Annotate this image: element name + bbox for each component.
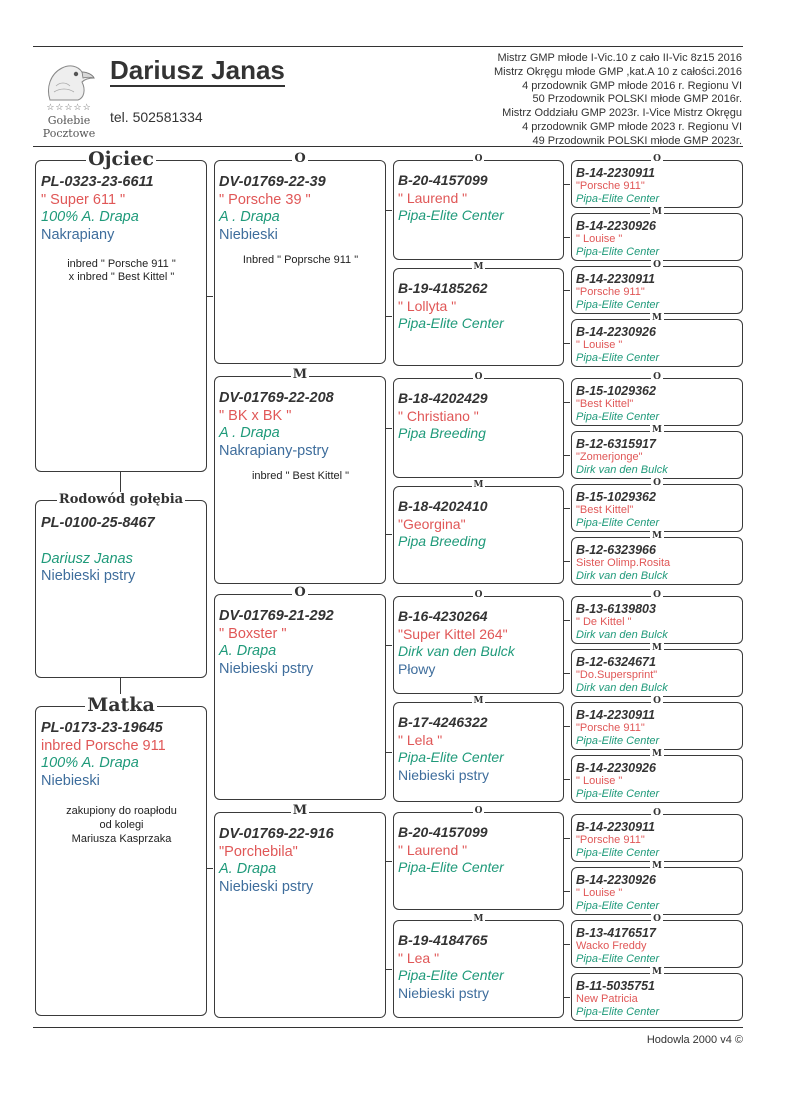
- sire-label: Ojciec: [88, 148, 154, 170]
- connector: [564, 343, 570, 344]
- gen2-ring: DV-01769-22-916: [219, 826, 334, 842]
- gen3-name: " Lollyta ": [398, 297, 457, 314]
- gen4-breeder: Dirk van den Bulck: [576, 629, 668, 641]
- gen3-color: Niebieski pstry: [398, 984, 490, 1001]
- gen4-box: [571, 967, 743, 1021]
- gen4-ring: B-14-2230911: [576, 272, 655, 286]
- connector: [564, 290, 570, 291]
- sex-marker: O: [653, 154, 661, 164]
- gen4-name: " Louise ": [576, 887, 623, 899]
- gen4-breeder: Pipa-Elite Center: [576, 900, 660, 912]
- sex-marker: O: [474, 372, 483, 382]
- sex-marker: O: [653, 914, 661, 924]
- gen4-name: Sister Olimp.Rosita: [576, 557, 671, 569]
- gen4-breeder: Pipa-Elite Center: [576, 352, 660, 364]
- gen2-color: Niebieski: [219, 226, 278, 243]
- gen3-box: [393, 590, 564, 694]
- gen2-breeder: A. Drapa: [219, 643, 277, 659]
- connector: [564, 455, 570, 456]
- sex-marker: O: [653, 478, 661, 488]
- gen4-name: "Porsche 911": [576, 180, 645, 192]
- gen4-name: " Louise ": [576, 775, 623, 787]
- gen2-ring: DV-01769-22-208: [219, 390, 334, 406]
- gen3-box: [393, 154, 564, 260]
- sex-marker: O: [474, 154, 483, 164]
- gen4-box: [571, 531, 743, 585]
- gen3-name: " Laurend ": [398, 189, 468, 206]
- owner-name: Dariusz Janas: [110, 55, 285, 85]
- sex-marker: M: [652, 313, 662, 323]
- connector: [386, 316, 392, 317]
- gen4-ring: B-12-6323966: [576, 543, 656, 557]
- logo-text-line1: Gołebie: [47, 114, 91, 127]
- sex-marker: M: [652, 861, 662, 871]
- gen4-name: "Porsche 911": [576, 722, 645, 734]
- gen4-box: [571, 478, 743, 532]
- gen4-breeder: Pipa-Elite Center: [576, 1006, 660, 1018]
- connector: [564, 726, 570, 727]
- gen4-box: [571, 643, 743, 697]
- connector: [564, 891, 570, 892]
- gen4-ring: B-14-2230911: [576, 708, 655, 722]
- gen3-ring: B-20-4157099: [398, 172, 488, 188]
- sire-name: " Super 611 ": [41, 191, 126, 208]
- connector: [564, 673, 570, 674]
- gen4-box: [571, 154, 743, 208]
- achievement-line: Mistrz GMP młode I-Vic.10 z cało II-Vic 8z15 2016: [497, 52, 742, 64]
- gen2-breeder: A . Drapa: [219, 209, 280, 225]
- gen4-ring: B-12-6315917: [576, 437, 656, 451]
- gen3-ring: B-18-4202429: [398, 390, 488, 406]
- subject-breeder: Dariusz Janas: [41, 550, 133, 567]
- connector: [207, 868, 213, 869]
- gen3-name: " Christiano ": [398, 407, 479, 424]
- gen4-ring: B-13-4176517: [576, 926, 656, 940]
- sex-marker: M: [473, 480, 484, 490]
- dam-label: Matka: [87, 694, 155, 716]
- gen4-name: " De Kittel ": [576, 616, 632, 628]
- gen3-color: Niebieski pstry: [398, 766, 490, 783]
- gen4-box: [571, 260, 743, 314]
- sire-ring: PL-0323-23-6611: [41, 174, 154, 190]
- gen4-name: "Best Kittel": [576, 504, 634, 516]
- gen2-note: inbred " Best Kittel ": [251, 470, 350, 482]
- sex-marker: O: [294, 151, 306, 166]
- sex-marker: M: [473, 262, 484, 272]
- logo-text-line2: Pocztowe: [42, 127, 96, 140]
- subject-ring: PL-0100-25-8467: [41, 515, 155, 531]
- connector: [564, 402, 570, 403]
- gen4-breeder: Pipa-Elite Center: [576, 411, 660, 423]
- sex-marker: M: [652, 425, 662, 435]
- gen3-breeder: Pipa-Elite Center: [398, 967, 504, 983]
- gen3-name: " Lea ": [398, 949, 440, 966]
- gen4-breeder: Pipa-Elite Center: [576, 735, 660, 747]
- gen3-ring: B-16-4230264: [398, 608, 488, 624]
- gen3-breeder: Pipa Breeding: [398, 425, 486, 441]
- dam-box: [35, 694, 207, 1016]
- gen3-box: [393, 696, 564, 802]
- gen4-box: [571, 590, 743, 644]
- gen3-box: [393, 480, 564, 584]
- connector: [564, 838, 570, 839]
- gen4-box: [571, 425, 743, 479]
- gen4-breeder: Dirk van den Bulck: [576, 464, 668, 476]
- connector: [386, 969, 392, 970]
- sex-marker: O: [294, 585, 306, 600]
- gen3-box: [393, 914, 564, 1018]
- gen4-breeder: Pipa-Elite Center: [576, 299, 660, 311]
- sex-marker: O: [653, 696, 661, 706]
- gen2-breeder: A. Drapa: [219, 861, 277, 877]
- achievement-line: Mistrz Okręgu młode GMP ,kat.A 10 z całości.2016: [493, 65, 742, 78]
- gen4-ring: B-15-1029362: [576, 490, 656, 504]
- gen4-name: " Louise ": [576, 233, 623, 245]
- gen3-color: Płowy: [398, 660, 436, 677]
- gen3-box: [393, 262, 564, 366]
- dam-note: od kolegi: [99, 819, 144, 831]
- achievement-line: 4 przodownik GMP młode 2023 r. Regionu VI: [522, 120, 742, 133]
- gen4-box: [571, 861, 743, 915]
- gen3-name: " Laurend ": [398, 841, 468, 858]
- gen2-note: Inbred " Poprsche 911 ": [242, 254, 359, 266]
- connector: [564, 184, 570, 185]
- gen4-ring: B-14-2230926: [576, 761, 656, 775]
- sex-marker: O: [653, 808, 661, 818]
- gen4-breeder: Pipa-Elite Center: [576, 847, 660, 859]
- gen3-breeder: Pipa Breeding: [398, 533, 486, 549]
- gen2-color: Niebieski pstry: [219, 660, 314, 677]
- footer-text: Hodowla 2000 v4 ©: [646, 1034, 743, 1046]
- gen2-color: Nakrapiany-pstry: [219, 442, 329, 459]
- sex-marker: M: [292, 367, 308, 382]
- gen4-name: New Patricia: [576, 993, 638, 1005]
- gen4-name: "Porsche 911": [576, 286, 645, 298]
- achievement-line: 4 przodownik GMP młode 2016 r. Regionu VI: [522, 79, 742, 92]
- achievement-line: 50 Przodownik POLSKI młode GMP 2016r.: [532, 93, 742, 106]
- gen3-breeder: Pipa-Elite Center: [398, 315, 504, 331]
- gen2-name: "Porchebila": [219, 843, 298, 860]
- connector: [207, 296, 213, 297]
- sex-marker: M: [652, 531, 662, 541]
- sire-box: [35, 148, 207, 472]
- connector: [386, 210, 392, 211]
- sex-marker: M: [652, 749, 662, 759]
- gen4-name: "Do.Supersprint": [576, 669, 658, 681]
- gen4-name: "Zomerjonge": [576, 451, 643, 463]
- gen2-ring: DV-01769-21-292: [219, 608, 334, 624]
- header-bottom-rule: [33, 146, 743, 147]
- logo: [36, 58, 102, 142]
- logo-stars: ☆☆☆☆☆: [46, 102, 92, 112]
- sex-marker: O: [474, 590, 483, 600]
- gen4-ring: B-14-2230926: [576, 873, 656, 887]
- gen3-box: [393, 806, 564, 910]
- subject-title: Rodowód gołębia: [58, 492, 184, 507]
- gen2-name: " BK x BK ": [219, 407, 292, 424]
- connector: [564, 997, 570, 998]
- gen4-breeder: Pipa-Elite Center: [576, 517, 660, 529]
- gen2-box: [214, 803, 386, 1018]
- gen4-ring: B-12-6324671: [576, 655, 656, 669]
- connector: [564, 561, 570, 562]
- gen3-ring: B-18-4202410: [398, 498, 488, 514]
- connector: [564, 944, 570, 945]
- dam-breeder: 100% A. Drapa: [41, 755, 139, 771]
- achievement-line: 49 Przodownik POLSKI młode GMP 2023r.: [532, 134, 742, 147]
- gen3-name: " Lela ": [398, 731, 443, 748]
- gen3-ring: B-19-4185262: [398, 280, 488, 296]
- gen3-breeder: Pipa-Elite Center: [398, 207, 504, 223]
- sex-marker: M: [473, 914, 484, 924]
- gen4-ring: B-15-1029362: [576, 384, 656, 398]
- sex-marker: O: [653, 372, 661, 382]
- gen2-name: " Boxster ": [219, 625, 287, 642]
- gen4-breeder: Pipa-Elite Center: [576, 953, 660, 965]
- gen3-name: "Super Kittel 264": [398, 625, 508, 642]
- gen3-breeder: Dirk van den Bulck: [398, 643, 515, 659]
- gen4-box: [571, 696, 743, 750]
- gen4-breeder: Dirk van den Bulck: [576, 682, 668, 694]
- gen2-name: " Porsche 39 ": [219, 191, 311, 208]
- sex-marker: M: [652, 967, 662, 977]
- subject-box: [35, 492, 207, 678]
- gen3-ring: B-19-4184765: [398, 932, 488, 948]
- gen4-ring: B-14-2230926: [576, 219, 656, 233]
- gen3-ring: B-20-4157099: [398, 824, 488, 840]
- connector: [386, 645, 392, 646]
- sex-marker: M: [473, 696, 484, 706]
- gen2-box: [214, 151, 386, 364]
- dam-note: Mariusza Kasprzaka: [71, 833, 172, 845]
- gen4-box: [571, 749, 743, 803]
- connector: [564, 508, 570, 509]
- header-top-rule: [33, 46, 743, 47]
- subject-color: Niebieski pstry: [41, 568, 136, 584]
- connector: [386, 534, 392, 535]
- gen4-breeder: Pipa-Elite Center: [576, 246, 660, 258]
- achievements-list: [494, 52, 742, 149]
- gen4-name: "Porsche 911": [576, 834, 645, 846]
- gen4-box: [571, 808, 743, 862]
- gen4-ring: B-14-2230911: [576, 820, 655, 834]
- gen3-breeder: Pipa-Elite Center: [398, 859, 504, 875]
- gen4-ring: B-14-2230911: [576, 166, 655, 180]
- connector: [564, 620, 570, 621]
- connector: [564, 237, 570, 238]
- connector: [386, 861, 392, 862]
- sire-color: Nakrapiany: [41, 226, 115, 243]
- achievement-line: Mistrz Oddziału GMP 2023r. I-Vice Mistrz Okręgu: [502, 107, 742, 120]
- footer-rule: [33, 1027, 743, 1028]
- gen4-box: [571, 372, 743, 426]
- gen3-breeder: Pipa-Elite Center: [398, 749, 504, 765]
- dam-note: zakupiony do roapłodu: [66, 805, 177, 817]
- sex-marker: M: [652, 643, 662, 653]
- connector: [386, 428, 392, 429]
- sex-marker: O: [653, 590, 661, 600]
- gen3-name: "Georgina": [398, 515, 466, 532]
- sire-note: x inbred " Best Kittel ": [68, 271, 175, 283]
- sex-marker: O: [653, 260, 661, 270]
- gen2-ring: DV-01769-22-39: [219, 174, 326, 190]
- owner-phone: tel. 502581334: [110, 109, 203, 125]
- gen4-breeder: Pipa-Elite Center: [576, 193, 660, 205]
- sire-note: inbred " Porsche 911 ": [67, 258, 176, 270]
- gen4-ring: B-14-2230926: [576, 325, 656, 339]
- gen4-box: [571, 207, 743, 261]
- pigeon-head-icon: [42, 58, 98, 102]
- gen3-ring: B-17-4246322: [398, 714, 488, 730]
- gen2-color: Niebieski pstry: [219, 878, 314, 895]
- connector: [564, 779, 570, 780]
- dam-ring: PL-0173-23-19645: [41, 720, 163, 736]
- gen4-ring: B-11-5035751: [576, 979, 655, 993]
- gen4-name: "Best Kittel": [576, 398, 634, 410]
- gen2-breeder: A . Drapa: [219, 425, 280, 441]
- gen3-box: [393, 372, 564, 478]
- gen2-box: [214, 367, 386, 584]
- gen4-name: " Louise ": [576, 339, 623, 351]
- sex-marker: O: [474, 806, 483, 816]
- sex-marker: M: [292, 803, 308, 818]
- gen4-name: Wacko Freddy: [576, 940, 647, 952]
- dam-name: inbred Porsche 911: [41, 737, 166, 754]
- gen4-ring: B-13-6139803: [576, 602, 656, 616]
- gen4-breeder: Pipa-Elite Center: [576, 788, 660, 800]
- gen4-breeder: Dirk van den Bulck: [576, 570, 668, 582]
- gen4-box: [571, 313, 743, 367]
- dam-color: Niebieski: [41, 772, 100, 789]
- gen4-box: [571, 914, 743, 968]
- sex-marker: M: [652, 207, 662, 217]
- sire-breeder: 100% A. Drapa: [41, 209, 139, 225]
- gen2-box: [214, 585, 386, 800]
- connector: [386, 752, 392, 753]
